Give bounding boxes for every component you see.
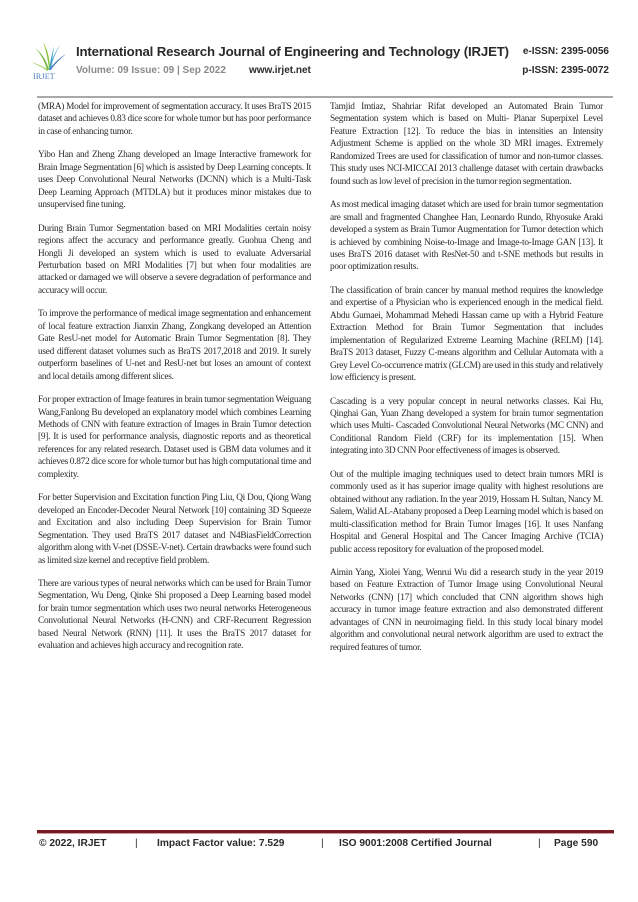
right-column (330, 101, 603, 665)
copyright: © 2022, IRJET (39, 838, 107, 849)
impact-factor: Impact Factor value: 7.529 (157, 838, 285, 849)
website-link[interactable]: www.irjet.net (249, 65, 311, 76)
p-issn: p-ISSN: 2395-0072 (522, 65, 609, 76)
irjet-leaf-icon (31, 40, 67, 74)
volume-info: Volume: 09 Issue: 09 | Sep 2022 (76, 65, 226, 76)
irjet-logo (31, 40, 67, 82)
paragraph: During Brain Tumor Segmentation based on MRI Modalities certain noisy regions affect the accuracy and performance greatly. Guohua Cheng and Hongli Ji developed an system which is used to evaluate Adversarial Perturbation based on MRI Modalities [7] but when four modalities are attacked or damaged we will observe a severe degradation of performance and accuracy will occur. (38, 223, 311, 296)
page-footer (39, 838, 614, 856)
paragraph: To improve the performance of medical image segmentation and enhancement of local feature extraction Jianxin Zhang, Zongkang developed an Attention Gate ResU-net model for Automatic Brain Tumor Segmentation [8]. They used different dataset volumes such as BraTS 2017,2018 and 2019. It surely outperform baselines of U-net and ResU-net but loses an amount of context and local details among different slices. (38, 309, 311, 382)
logo-text: IRJET (33, 72, 55, 81)
paragraph: Tamjid Imtiaz, Shahriar Rifat developed an Automated Brain Tumor Segmentation system which is based on Multi- Planar Superpixel Level Feature Extraction [12]. To reduce the bias in intensities an Intensity Adjustment Scheme is applied on the whole 3D MRI images. Extremely Randomized Trees are used for classification of tumor and non-tumor classes. This study uses NCI-MICCAI 2013 challenge dataset with certain drawbacks found such as low level of precision in the tumor region segmentation. (330, 102, 603, 187)
paragraph: The classification of brain cancer by manual method requires the knowledge and expertise of a Physician who is experienced enough in the medical field. Abdu Gumaei, Mohammad Mehedi Hassan came up with a Hybrid Feature Extraction Method for Brain Tumor Segmentation that includes implementation of Regularized Extreme Learning Machine (RELM) [14]. BraTS 2013 dataset, Fuzzy C-means algorithm and Cellular Automata with a Grey Level Co-occurrence matrix (GLCM) are used in this study and relatively low efficiency is present. (330, 285, 603, 384)
certification: ISO 9001:2008 Certified Journal (339, 838, 492, 849)
page-header (31, 40, 615, 88)
footer-separator: | (321, 838, 324, 849)
paragraph: As most medical imaging dataset which are used for brain tumor segmentation are small and fragmented Changhee Han, Leonardo Rundo, Rhyosuke Araki developed a system as Brain Tumor Augmentation for Tumor detection which is achieved by combining Noise-to-Image and Image-to-Image GAN [13]. It uses BraTS 2016 dataset with ResNet-50 and t-SNE methods but results in poor optimization results. (330, 200, 603, 273)
left-column (38, 101, 311, 664)
page-number: Page 590 (554, 838, 599, 849)
paragraph: For proper extraction of Image features in brain tumor segmentation Weiguang Wang,Fanlong Bu developed an explanatory model which combines Learning Methods of CNN with feature extraction of Images in Brain Tumor detection [9]. It is used for performance analysis, diagnostic reports and as theoretical references for any related research. Dataset used is GBM data volumes and it achieves 0.872 dice score for whole tumor but has high computational time and complexity. (38, 395, 311, 480)
paragraph: There are various types of neural networks which can be used for Brain Tumor Segmentation, Wu Deng, Qinke Shi proposed a Deep Learning based model for brain tumor segmentation which uses two neural networks Heterogeneous Convolutional Neural Networks (H-CNN) and CRF-Recurrent Regression based Neural Network (RNN) [11]. It uses the BraTS 2017 dataset for evaluation and achieves high accuracy and recognition rate. (38, 578, 311, 652)
footer-separator: | (135, 838, 138, 849)
journal-title: International Research Journal of Engineering and Technology (IRJET) (76, 44, 509, 59)
footer-separator: | (538, 838, 541, 849)
paragraph: For better Supervision and Excitation function Ping Liu, Qi Dou, Qiong Wang developed an Encoder-Decoder Neural Network [10] containing 3D Squeeze and Excitation and also including Deep Supervision for Brain Tumor Segmentation. They used BraTS 2017 dataset and N4BiasFieldCorrection algorithm along with V-net (DSSE-V-net). Certain drawbacks were found such as limited size kernel and receptive field problem. (38, 493, 311, 566)
e-issn: e-ISSN: 2395-0056 (522, 46, 609, 57)
paragraph: Yibo Han and Zheng Zhang developed an Image Interactive framework for Brain Image Segmentation [6] which is assisted by Deep Learning concepts. It uses Deep Convolutional Neural Networks (DCNN) which is a Multi-Task Deep Learning Approach (MTDLA) but it produces minor mistakes due to unsupervised fine tuning. (38, 150, 311, 211)
footer-divider (37, 830, 614, 833)
paragraph: Cascading is a very popular concept in neural networks classes. Kai Hu, Qinghai Gan, Yuan Zhang developed a system for brain tumor segmentation which uses Multi- Cascaded Convolutional Neural Networks (MC CNN) and Conditional Random Field (CRF) for its implementation [15]. When integrating into 3D CNN Poor effectiveness of images is observed. (330, 396, 603, 457)
paragraph: Out of the multiple imaging techniques used to detect brain tumors MRI is commonly used as it has superior image quality with highest resolutions are obtained without any radiation. In the year 2019, Hossam H. Sultan, Nancy M. Salem, Walid AL-Atabany proposed a Deep Learning model which is based on multi-classification method for Brain Tumor Images [16]. It uses Nanfang Hospital and General Hospital and The Cancer Imaging Archive (TCIA) public access repository for evaluation of the proposed model. (330, 469, 603, 555)
header-divider (37, 96, 613, 98)
paragraph: (MRA) Model for improvement of segmentation accuracy. It uses BraTS 2015 dataset and achieves 0.83 dice score for whole tumor but has poor performance in case of enhancing tumor. (38, 102, 311, 137)
paragraph: Aimin Yang, Xiolei Yang, Wenrui Wu did a research study in the year 2019 based on Feature Extraction of Tumor Image using Convolutional Neural Networks (CNN) [17] which concluded that CNN algorithm shows high accuracy in tumor image feature extraction and also demonstrated different advantages of CNN in neuroimaging field. In this study local binary model algorithm and convolutional neural network algorithm are used to extract the required features of tumor. (330, 567, 603, 653)
